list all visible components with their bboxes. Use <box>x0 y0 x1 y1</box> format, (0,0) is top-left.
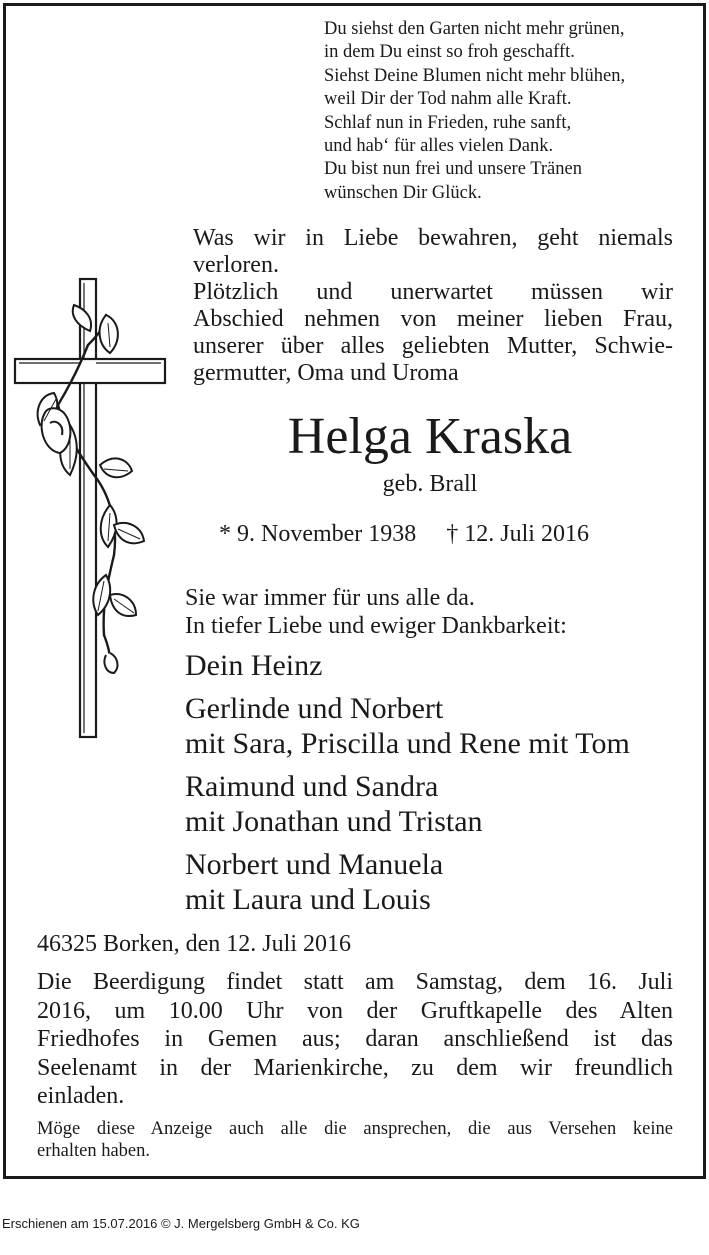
poem-line: weil Dir der Tod nahm alle Kraft. <box>324 89 572 110</box>
poem-line: in dem Du einst so froh geschafft. <box>324 42 575 63</box>
poem-line: Siehst Deine Blumen nicht mehr blühen, <box>324 65 626 86</box>
funeral-line: einladen. <box>37 1083 125 1109</box>
intro-line: germutter, Oma und Uroma <box>193 360 459 386</box>
intro-line: Abschied nehmen von meiner lieben Frau, <box>193 306 673 332</box>
family-group <box>185 769 630 839</box>
funeral-info <box>37 968 673 1111</box>
family-member: Raimund und Sandra <box>185 770 439 803</box>
deceased-name: Helga Kraska <box>287 408 573 465</box>
maiden-name: geb. Brall <box>382 471 478 497</box>
poem-line: und hab‘ für alles vielen Dank. <box>324 136 554 157</box>
death-date: † 12. Juli 2016 <box>446 521 589 547</box>
intro-line: unserer über alles geliebten Mutter, Schwie- <box>193 333 673 359</box>
family-member: mit Jonathan und Tristan <box>185 805 483 838</box>
cross-with-rose-icon <box>10 275 170 740</box>
family-member: Gerlinde und Norbert <box>185 692 444 725</box>
family-group <box>185 648 630 683</box>
life-dates <box>219 519 659 549</box>
family-member: mit Laura und Louis <box>185 883 431 916</box>
intro-text <box>193 225 673 387</box>
funeral-line: 2016, um 10.00 Uhr von der Gruftkapelle des Alten <box>37 997 673 1024</box>
family-member: mit Sara, Priscilla und Rene mit Tom <box>185 727 630 760</box>
family-group <box>185 847 630 917</box>
family-member: Dein Heinz <box>185 649 323 682</box>
funeral-line: Seelenamt in der Marienkirche, zu dem wir freundlich <box>37 1054 673 1081</box>
poem-line: Du siehst den Garten nicht mehr grünen, <box>324 19 625 39</box>
family-member: Norbert und Manuela <box>185 848 444 881</box>
place-date: 46325 Borken, den 12. Juli 2016 <box>37 931 351 957</box>
publication-footer: Erschienen am 15.07.2016 © J. Mergelsberg GmbH & Co. KG <box>2 1216 360 1231</box>
intro-line: Was wir in Liebe bewahren, geht niemals <box>193 225 673 251</box>
poem <box>324 18 694 205</box>
funeral-line: Die Beerdigung findet statt am Samstag, dem 16. Juli <box>37 969 673 995</box>
notice-text <box>37 1119 673 1162</box>
family-list <box>185 648 630 925</box>
notice-line: erhalten haben. <box>37 1140 150 1161</box>
notice-line: Möge diese Anzeige auch alle die ansprechen, die aus Versehen keine <box>37 1119 673 1139</box>
family-intro-line: In tiefer Liebe und ewiger Dankbarkeit: <box>185 613 567 639</box>
intro-line: Plötzlich und unerwartet müssen wir <box>193 279 673 305</box>
poem-line: Du bist nun frei und unsere Tränen <box>324 159 582 180</box>
family-intro-line: Sie war immer für uns alle da. <box>185 585 475 611</box>
poem-line: Schlaf nun in Frieden, ruhe sanft, <box>324 112 572 133</box>
intro-line: verloren. <box>193 252 279 278</box>
family-intro <box>185 584 567 640</box>
poem-line: wünschen Dir Glück. <box>324 182 482 203</box>
birth-date: * 9. November 1938 <box>219 521 417 547</box>
funeral-line: Friedhofes in Gemen aus; daran anschließend ist das <box>37 1026 673 1052</box>
family-group <box>185 691 630 761</box>
